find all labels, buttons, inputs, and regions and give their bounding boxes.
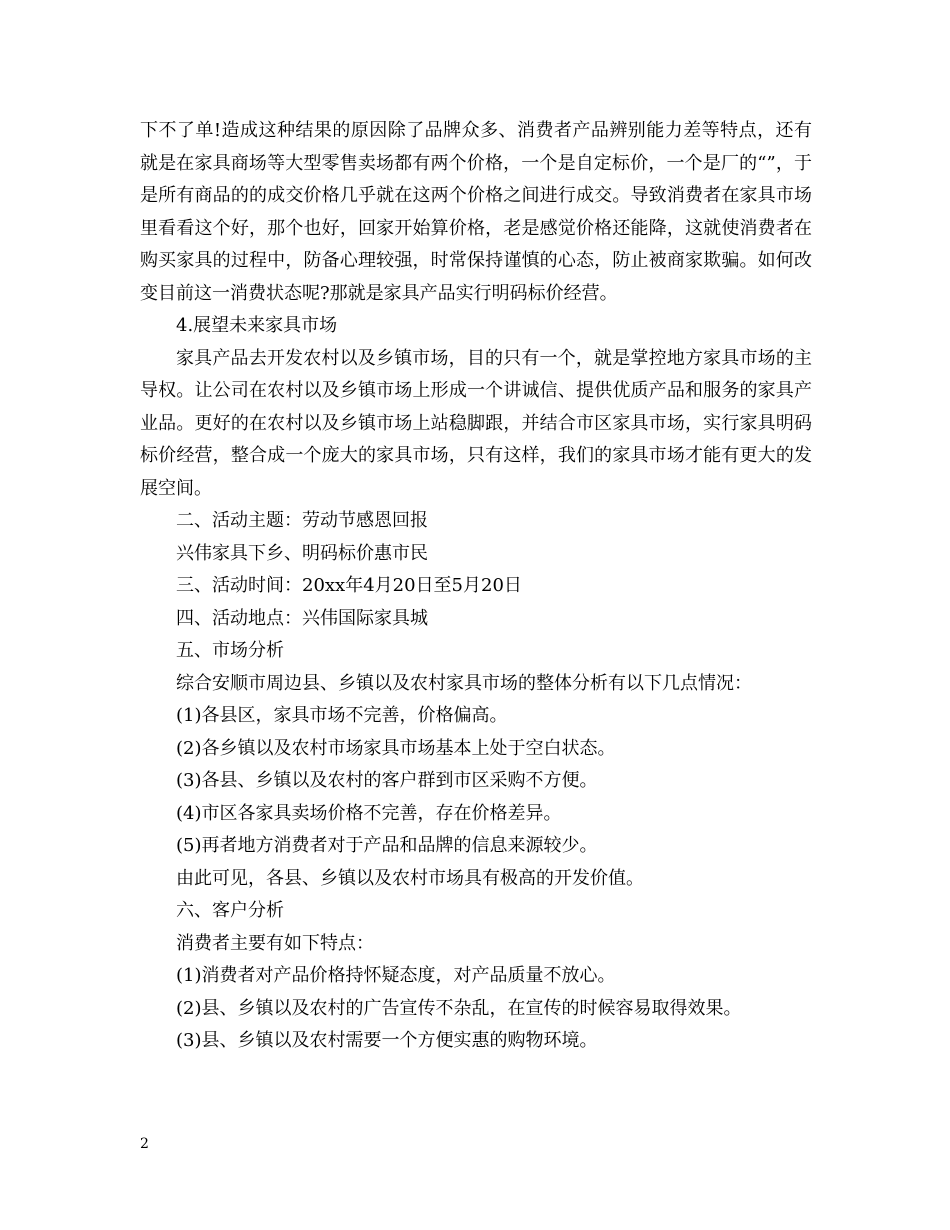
market-point-4: (4)市区各家具卖场价格不完善，存在价格差异。 xyxy=(176,802,562,824)
activity-time: 三、活动时间：20xx年4月20日至5月20日 xyxy=(176,575,522,596)
activity-theme: 二、活动主题：劳动节感恩回报 xyxy=(176,510,428,531)
document-body xyxy=(140,115,812,1058)
customer-point-2: (2)县、乡镇以及农村的广告宣传不杂乱，在宣传的时候容易取得效果。 xyxy=(176,997,742,1019)
paragraph-rural-market: 家具产品去开发农村以及乡镇市场，目的只有一个，就是掌控地方家具市场的主导权。让公司在农村以及乡镇市场上形成一个讲诚信、提供优质产品和服务的家具产业品。更好的在农村以及乡镇市场上站稳脚跟，并结合市区家具市场，实行家具明码标价经营，整合成一个庞大的家具市场，只有这样，我们的家具市场才能有更大的发展空间。 xyxy=(140,347,812,499)
activity-slogan: 兴伟家具下乡、明码标价惠市民 xyxy=(176,542,428,564)
market-conclusion: 由此可见，各县、乡镇以及农村市场具有极高的开发价值。 xyxy=(176,867,644,889)
heading-future-market: 4.展望未来家具市场 xyxy=(176,315,338,336)
customer-point-1: (1)消费者对产品价格持怀疑态度，对产品质量不放心。 xyxy=(176,965,616,986)
activity-location: 四、活动地点：兴伟国际家具城 xyxy=(176,607,428,629)
customer-analysis-intro: 消费者主要有如下特点： xyxy=(176,932,374,954)
paragraph-consumer-pricing: 下不了单!造成这种结果的原因除了品牌众多、消费者产品辨别能力差等特点，还有就是在家具商场等大型零售卖场都有两个价格，一个是自定标价，一个是厂的“”，于是所有商品的的成交价格几乎就在这两个价格之间进行成交。导致消费者在家具市场里看看这个好，那个也好，回家开始算价格，老是感觉价格还能降，这就使消费者在购买家具的过程中，防备心理较强，时常保持谨慎的心态，防止被商家欺骗。如何改变目前这一消费状态呢?那就是家具产品实行明码标价经营。 xyxy=(140,120,812,304)
heading-customer-analysis: 六、客户分析 xyxy=(176,900,284,921)
market-point-5: (5)再者地方消费者对于产品和品牌的信息来源较少。 xyxy=(176,835,598,856)
market-analysis-intro: 综合安顺市周边县、乡镇以及农村家具市场的整体分析有以下几点情况： xyxy=(176,672,752,694)
market-point-2: (2)各乡镇以及农村市场家具市场基本上处于空白状态。 xyxy=(176,737,616,759)
market-point-3: (3)各县、乡镇以及农村的客户群到市区采购不方便。 xyxy=(176,770,598,791)
customer-point-3: (3)县、乡镇以及农村需要一个方便实惠的购物环境。 xyxy=(176,1030,598,1051)
page-number: 2 xyxy=(140,1136,149,1152)
heading-market-analysis: 五、市场分析 xyxy=(176,640,284,661)
market-point-1: (1)各县区，家具市场不完善，价格偏高。 xyxy=(176,705,508,726)
